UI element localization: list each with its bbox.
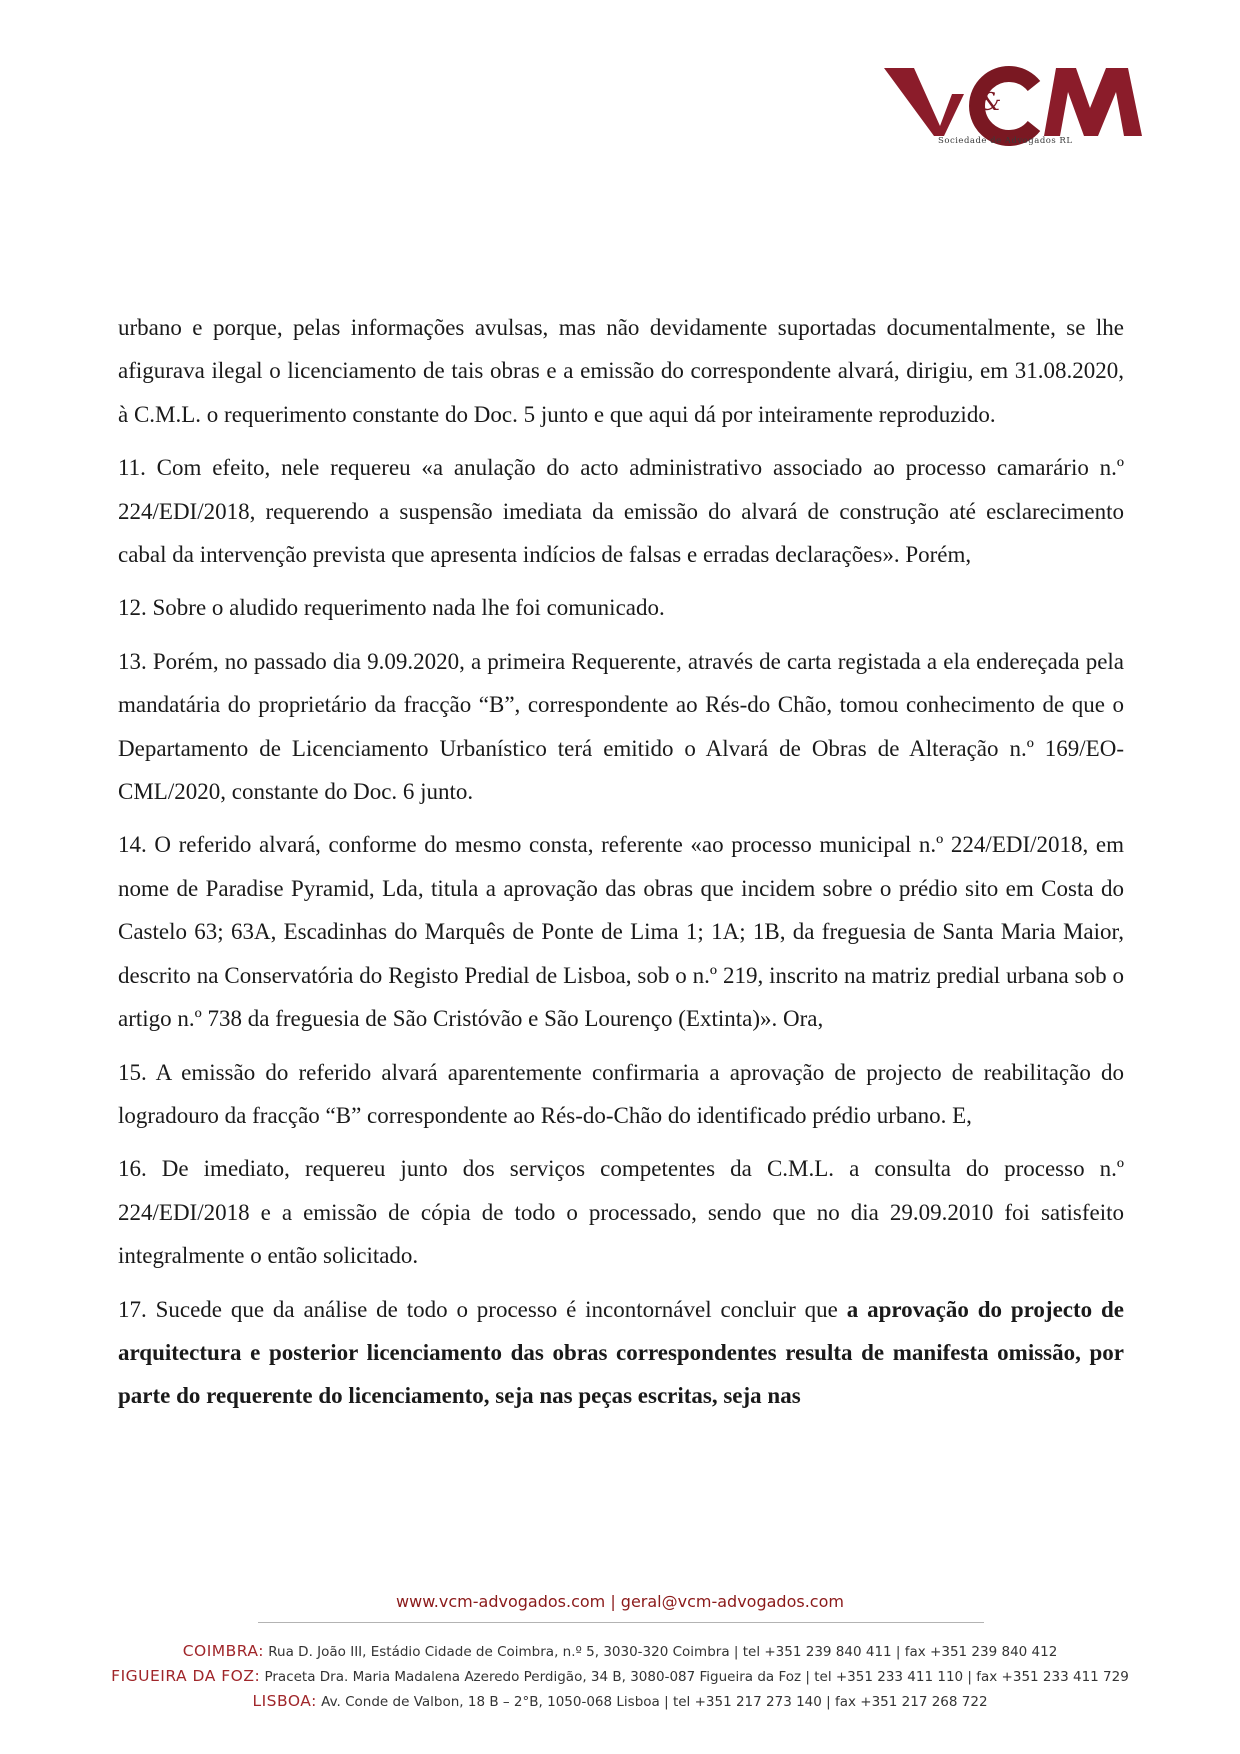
footer-lisboa [0,1692,1240,1710]
lisboa-label: LISBOA: [252,1692,317,1710]
ampersand-mark: & [980,88,1002,116]
document-body [118,306,1124,1428]
footer-figueira [0,1667,1240,1685]
paragraph-15: 15. A emissão do referido alvará aparentemente confirmaria a aprovação de projecto de reabilitação do logradouro da fracção “B” correspondente ao Rés-do-Chão do identificado prédio urbano. E, [118,1059,1124,1128]
paragraph-continuation: urbano e porque, pelas informações avulsas, mas não devidamente suportadas documentalmente, se lhe afigurava ilegal o licenciamento de tais obras e a emissão do correspondente alvará, dirigiu, em 31.08.2020, à C.M.L. o requerimento constante do Doc. 5 junto e que aqui dá por inteiramente reproduzido. [118,315,1124,427]
footer-coimbra [0,1642,1240,1660]
paragraph-12: 12. Sobre o aludido requerimento nada lhe foi comunicado. [118,595,665,621]
paragraph-17-bold: a aprovação do projecto de arquitectura e posterior licenciamento das obras correspondentes resulta de manifesta omissão, por parte do requerente do licenciamento, seja nas peças escritas, seja nas [118,1296,1124,1409]
figueira-address: Praceta Dra. Maria Madalena Azeredo Perdigão, 34 B, 3080-087 Figueira da Foz | tel +351 233 411 110 | fax +351 233 411 729 [260,1669,1129,1685]
logo-subtitle: Sociedade de Advogados RL [938,136,1073,146]
coimbra-label: COIMBRA: [182,1642,264,1660]
paragraph-13: 13. Porém, no passado dia 9.09.2020, a primeira Requerente, através de carta registada a ela endereçada pela mandatária do proprietário da fracção “B”, correspondente ao Rés-do Chão, tomou conhecimento de que o Departamento de Licenciamento Urbanístico terá emitido o Alvará de Obras de Alteração n.º 169/EO-CML/2020, constante do Doc. 6 junto. [118,648,1124,805]
paragraph-16: 16. De imediato, requereu junto dos serviços competentes da C.M.L. a consulta do processo n.º 224/EDI/2018 e a emissão de cópia de todo o processado, sendo que no dia 29.09.2010 foi satisfeito integralmente o então solicitado. [118,1156,1124,1269]
figueira-label: FIGUEIRA DA FOZ: [111,1667,261,1685]
coimbra-address: Rua D. João III, Estádio Cidade de Coimbra, n.º 5, 3030-320 Coimbra | tel +351 239 840 411 | fax +351 239 840 412 [263,1644,1058,1660]
paragraph-14: 14. O referido alvará, conforme do mesmo consta, referente «ao processo municipal n.º 224/EDI/2018, em nome de Paradise Pyramid, Lda, titula a aprovação das obras que incidem sobre o prédio sito em Costa do Castelo 63; 63A, Escadinhas do Marquês de Ponte de Lima 1; 1A; 1B, da freguesia de Santa Maria Maior, descrito na Conservatória do Registo Predial de Lisboa, sob o n.º 219, inscrito na matriz predial urbana sob o artigo n.º 738 da freguesia de São Cristóvão e São Lourenço (Extinta)». Ora, [118,832,1124,1032]
paragraph-17-text: 17. Sucede que da análise de todo o processo é incontornável concluir que [118,1296,847,1322]
paragraph-11: 11. Com efeito, nele requereu «a anulação do acto administrativo associado ao processo camarário n.º 224/EDI/2018, requerendo a suspensão imediata da emissão do alvará de construção até esclarecimento cabal da intervenção prevista que apresenta indícios de falsas e erradas declarações». Porém, [118,455,1124,568]
paragraph-17 [118,1288,1124,1418]
lisboa-address: Av. Conde de Valbon, 18 B – 2°B, 1050-068 Lisboa | tel +351 217 273 140 | fax +351 217 268 722 [316,1694,988,1710]
footer-contact-web: www.vcm-advogados.com | geral@vcm-advogados.com [396,1592,844,1611]
footer-divider [258,1622,984,1623]
vcm-logo-icon [884,64,1162,164]
company-logo [884,64,1162,164]
